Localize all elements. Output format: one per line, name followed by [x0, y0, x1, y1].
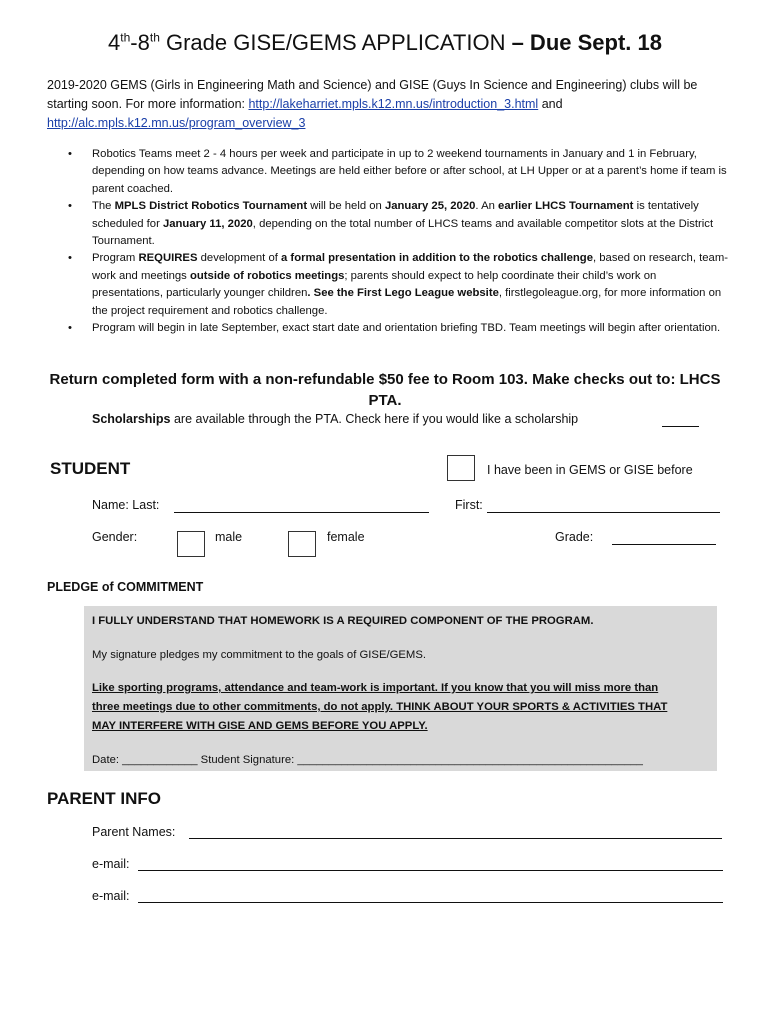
prior-participation-label: I have been in GEMS or GISE before — [487, 463, 693, 477]
last-name-label: Name: Last: — [92, 498, 160, 512]
program-info-list — [68, 146, 728, 337]
email-2-label: e-mail: — [92, 889, 130, 903]
grade-label: Grade: — [555, 530, 594, 544]
pledge-attendance-3: MAY INTERFERE WITH GISE AND GEMS BEFORE YOU APPLY. — [92, 720, 428, 732]
female-label: female — [327, 530, 365, 544]
email-2-field[interactable] — [138, 902, 723, 903]
grade-field[interactable] — [612, 544, 716, 545]
email-1-label: e-mail: — [92, 857, 130, 871]
pledge-attendance-1: Like sporting programs, attendance and team-work is important. If you know that you will miss more than — [92, 682, 659, 694]
scholarship-note: Scholarships are available through the PTA. Check here if you would like a scholarship — [92, 412, 579, 426]
page-title: 4th-8th Grade GISE/GEMS APPLICATION – Due Sept. 18 — [108, 30, 662, 55]
female-checkbox[interactable] — [288, 531, 316, 557]
pledge-attendance-2: three meetings due to other commitments, do not apply. THINK ABOUT YOUR SPORTS & ACTIVITIES THAT — [92, 701, 668, 713]
parent-names-field[interactable] — [189, 838, 722, 839]
last-name-field[interactable] — [174, 512, 429, 513]
student-heading: STUDENT — [50, 459, 131, 478]
parent-names-label: Parent Names: — [92, 825, 176, 839]
male-checkbox[interactable] — [177, 531, 205, 557]
intro-paragraph: 2019-2020 GEMS (Girls in Engineering Math and Science) and GISE (Guys In Science and Engineering) clubs will be starting soon. For more information: http://lakeharriet.mpls.k12.mn.us/introduction_3.html and http://alc.mpls.k12.mn.us/program_overview_3 — [47, 78, 698, 130]
list-item: • Robotics Teams meet 2 - 4 hours per week and participate in up to 2 weekend tournaments in January and 1 in February, depending on how teams advance. Meetings are held either before or after school, at LH Upper or at a parent’s home if team is parent coached. — [68, 148, 727, 195]
return-instructions: Return completed form with a non-refundable $50 fee to Room 103. Make checks out to: LHCS PTA. — [49, 371, 721, 409]
link-alc-program[interactable]: http://alc.mpls.k12.mn.us/program_overview_3 — [47, 116, 306, 130]
pledge-heading: PLEDGE of COMMITMENT — [47, 580, 204, 594]
male-label: male — [215, 530, 243, 544]
first-name-field[interactable] — [487, 512, 720, 513]
prior-participation-checkbox[interactable] — [447, 455, 475, 481]
email-1-field[interactable] — [138, 870, 723, 871]
list-item: • Program will begin in late September, exact start date and orientation briefing TBD. Team meetings will begin after orientation. — [68, 322, 721, 335]
list-item: • The MPLS District Robotics Tournament will be held on January 25, 2020. An earlier LHCS Tournament is tentatively scheduled for January 11, 2020, depending on the total number of LHCS teams and available competitor slots at the District Tournament. — [68, 200, 714, 248]
pledge-homework: I FULLY UNDERSTAND THAT HOMEWORK IS A REQUIRED COMPONENT OF THE PROGRAM. — [92, 615, 594, 627]
parent-heading: PARENT INFO — [47, 789, 161, 808]
due-date: – Due Sept. 18 — [511, 30, 662, 55]
first-name-label: First: — [455, 498, 483, 512]
pledge-signature-note: My signature pledges my commitment to the goals of GISE/GEMS. — [92, 649, 427, 661]
gender-label: Gender: — [92, 530, 138, 544]
pledge-date-signature-line[interactable]: Date: ____________ Student Signature: _______________________________________________________ — [92, 754, 643, 766]
scholarship-check-line[interactable] — [662, 426, 699, 427]
list-item: • Program REQUIRES development of a formal presentation in addition to the robotics challenge, based on research, team-work and meetings outside of robotics meetings; parents should expect to help coordinate their child’s work on presentations, particularly younger children. See the First Lego League website, firstlegoleague.org, for more information on the project requirement and robotics challenge. — [68, 252, 728, 317]
link-lakeharriet[interactable]: http://lakeharriet.mpls.k12.mn.us/introduction_3.html — [248, 97, 539, 111]
